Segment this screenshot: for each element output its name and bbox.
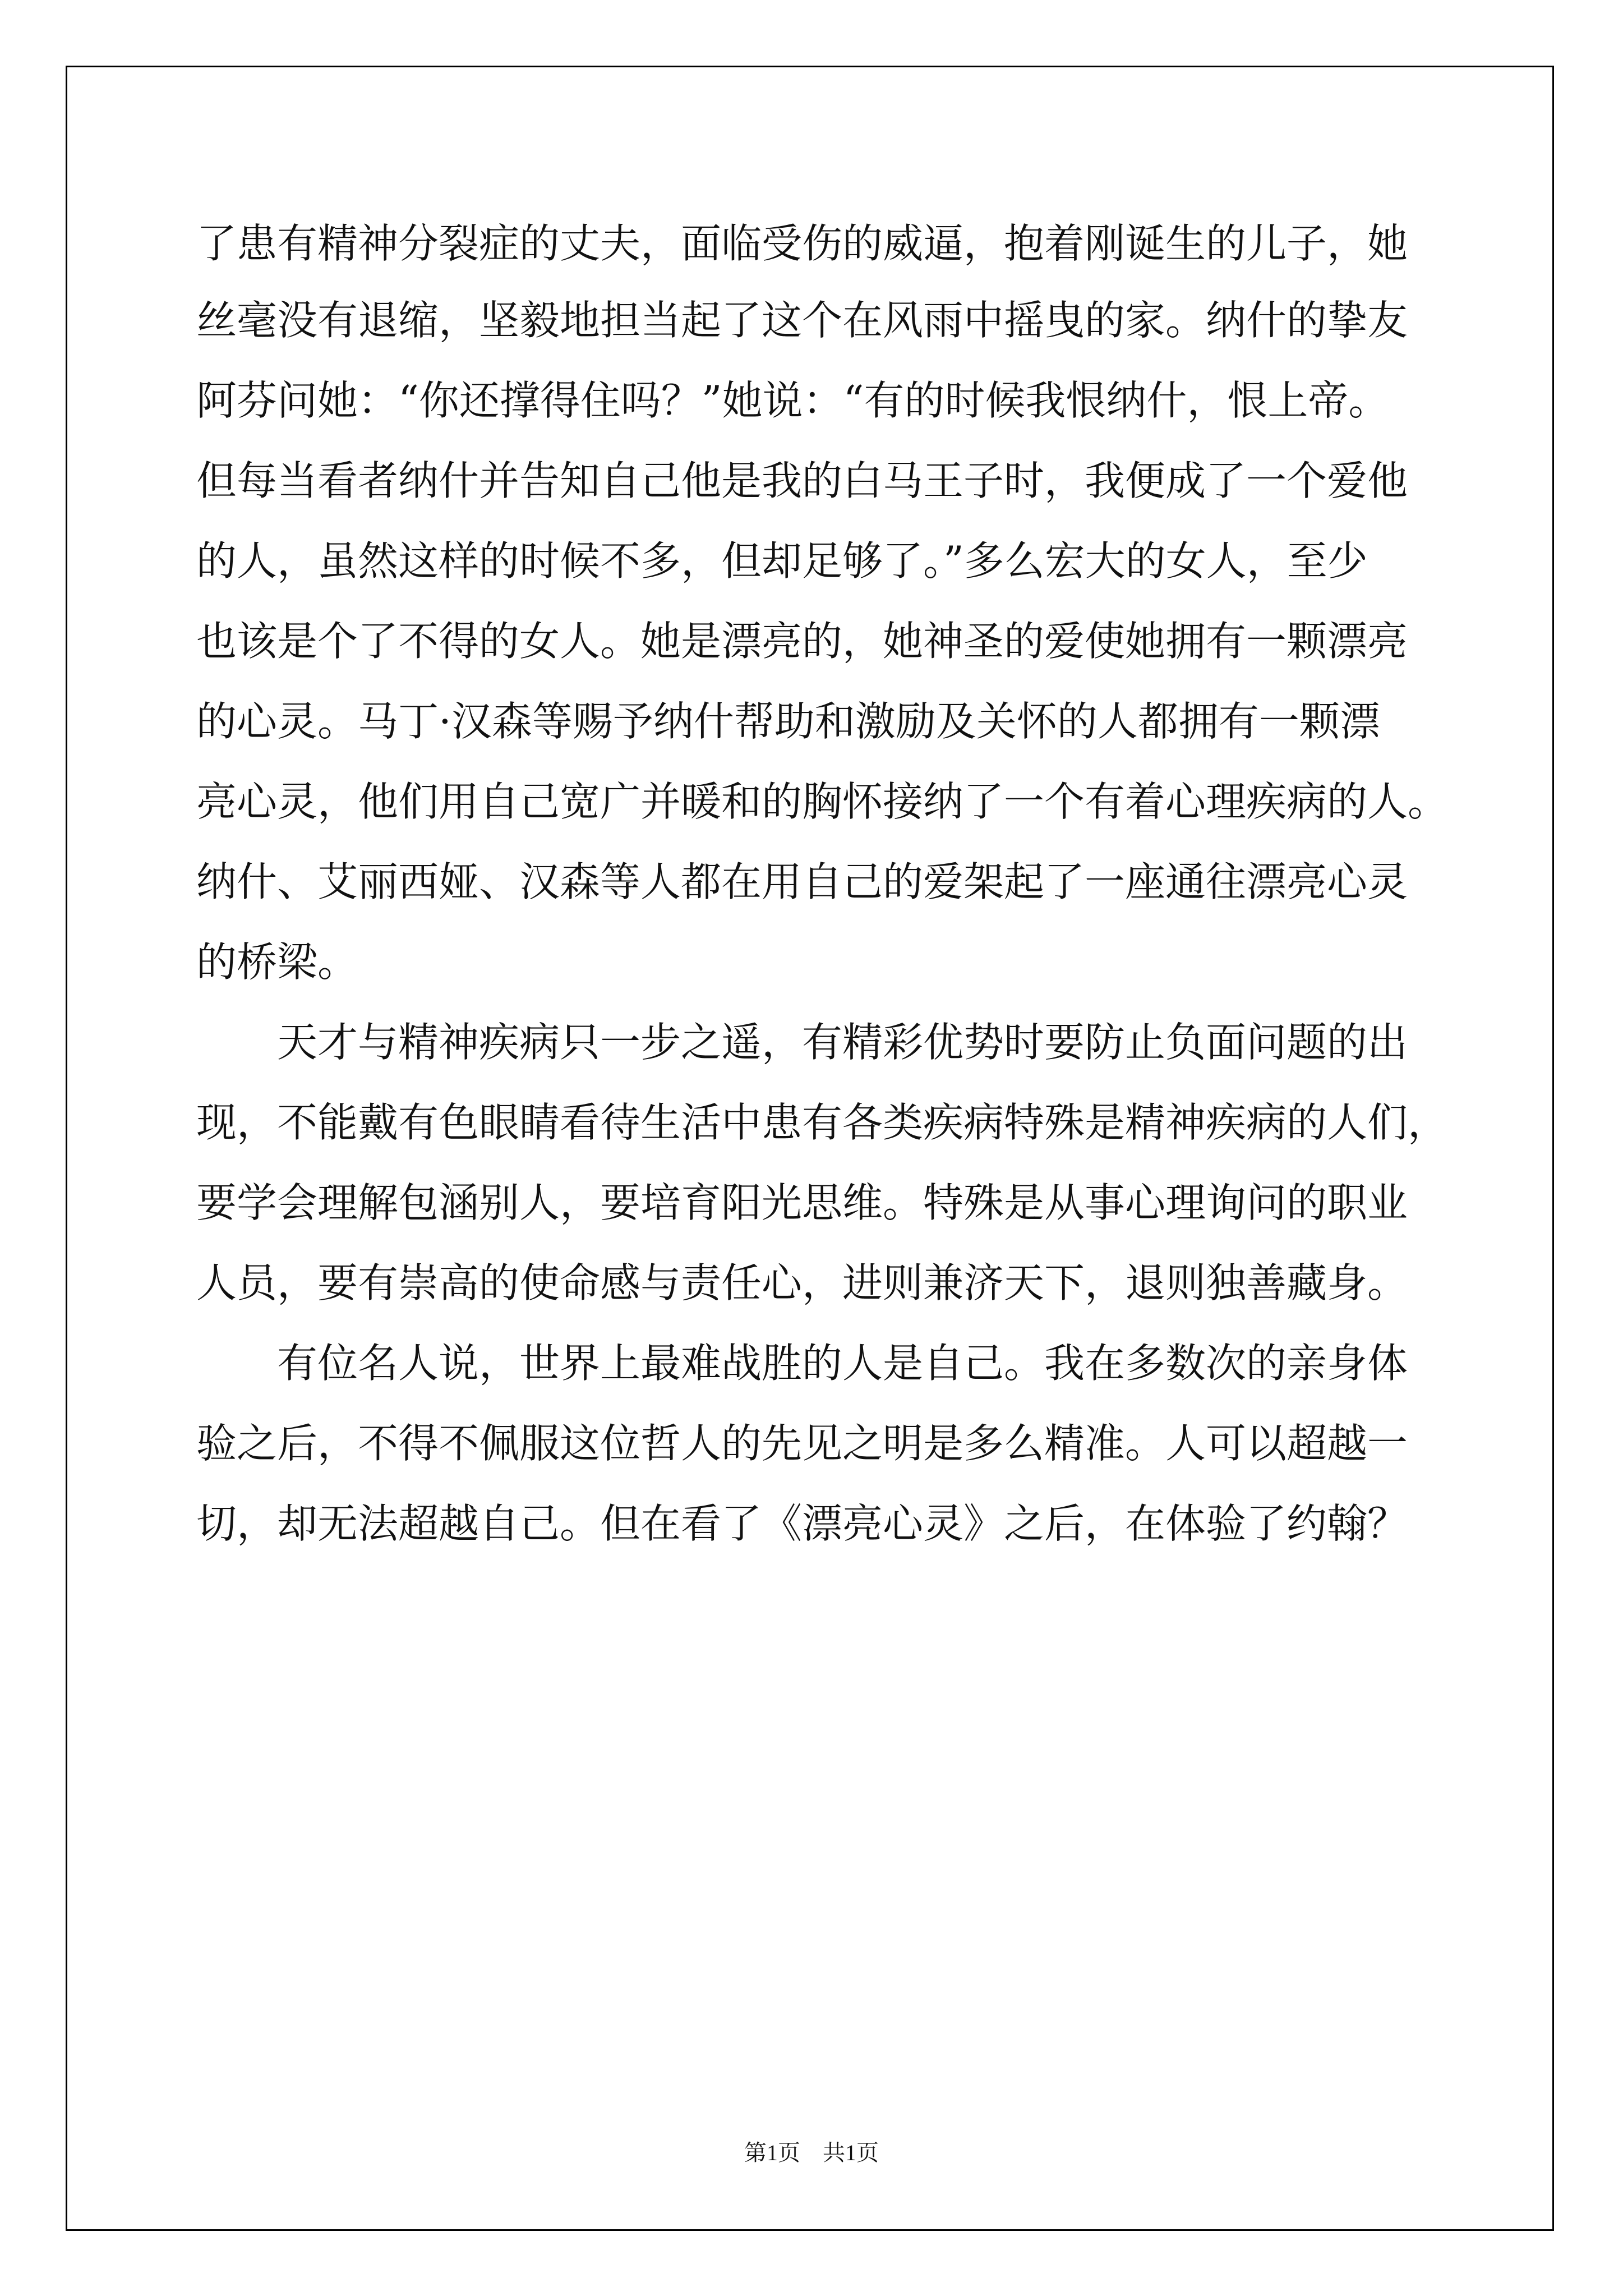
text-line: 阿芬问她：“你还撑得住吗？”她说：“有的时候我恨纳什，恨上帝。	[196, 377, 1389, 424]
text-line: 也该是个了不得的女人。她是漂亮的，她神圣的爱使她拥有一颗漂亮	[196, 618, 1408, 665]
text-line: 的心灵。马丁·汉森等赐予纳什帮助和激励及关怀的人都拥有一颗漂	[196, 698, 1380, 745]
text-line: 要学会理解包涵别人，要培育阳光思维。特殊是从事心理询问的职业	[196, 1179, 1408, 1226]
text-line: 的桥梁。	[196, 938, 358, 986]
text-line: 的人，虽然这样的时候不多，但却足够了。”多么宏大的女人，至少	[196, 537, 1368, 585]
text-line: 切，却无法超越自己。但在看了《漂亮心灵》之后，在体验了约翰？	[196, 1500, 1408, 1547]
text-line: 人员，要有崇高的使命感与责任心，进则兼济天下，退则独善藏身。	[196, 1259, 1408, 1306]
text-line: 了患有精神分裂症的丈夫，面临受伤的威逼，抱着刚诞生的儿子，她	[196, 220, 1408, 267]
text-line: 丝毫没有退缩，坚毅地担当起了这个在风雨中摇曳的家。纳什的挚友	[196, 297, 1408, 344]
total-pages: 共1页	[823, 2140, 879, 2165]
text-line: 验之后，不得不佩服这位哲人的先见之明是多么精准。人可以超越一	[196, 1420, 1408, 1467]
text-line: 但每当看者纳什并告知自己他是我的白马王子时，我便成了一个爱他	[196, 457, 1408, 504]
document-body	[196, 206, 1449, 1564]
text-line: 纳什、艾丽西娅、汉森等人都在用自己的爱架起了一座通往漂亮心灵	[196, 858, 1408, 905]
paragraph-first-line: 天才与精神疾病只一步之遥，有精彩优势时要防止负面问题的出	[277, 1019, 1408, 1066]
text-line: 现，不能戴有色眼睛看待生活中患有各类疾病特殊是精神疾病的人们，	[196, 1099, 1449, 1146]
page-footer	[0, 2136, 1623, 2170]
page-number: 第1页	[744, 2140, 800, 2165]
text-line: 亮心灵，他们用自己宽广并暖和的胸怀接纳了一个有着心理疾病的人。	[196, 778, 1449, 825]
paragraph-first-line: 有位名人说，世界上最难战胜的人是自己。我在多数次的亲身体	[277, 1340, 1408, 1387]
